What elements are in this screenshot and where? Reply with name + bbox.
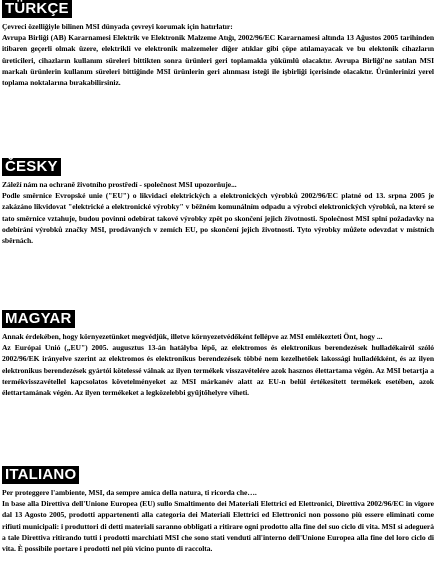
section-turkish [2,0,434,88]
section-title-turkish: TÜRKÇE [2,0,72,18]
section-body-czech [2,179,434,246]
section-title-czech: ČESKY [2,158,61,176]
intro-text-italian: Per proteggere l'ambiente, MSI, da sempre amica della natura, ti ricorda che…. [2,488,257,497]
section-hungarian [2,310,434,398]
body-text-czech: Podle směrnice Evropské unie ("EU") o likvidaci elektrických a elektronických výrobků 2002/96/EC platné od 13. srpna 2005 je zakázáno likvidovat "elektrické a elektronické výrobky" v běžném komunálním odpadu a výrobci elektronických výrobků, na které se tato směrnice vztahuje, budou povinni odebírat takové výrobky zpět po skončení jejich životnosti. Společnost MSI splní požadavky na odebírání výrobků značky MSI, prodávaných v zemích EU, po skončení jejich životnosti. Tyto výrobky můžete odevzdat v místních sběrnách. [2,191,434,246]
section-body-italian [2,487,434,554]
intro-text-hungarian: Annak érdekében, hogy környezetünket megvédjük, illetve környezetvédőként fellépve az MSI emlékezteti Önt, hogy ... [2,332,383,341]
section-title-hungarian: MAGYAR [2,310,75,328]
intro-text-czech: Záleží nám na ochraně životního prostředí - společnost MSI upozorňuje... [2,180,237,189]
section-body-hungarian [2,331,434,398]
section-body-turkish [2,21,434,88]
body-text-turkish: Avrupa Birliği (AB) Kararnamesi Elektrik ve Elektronik Malzeme Atığı, 2002/96/EC Kararnamesi altında 13 Ağustos 2005 tarihinden itibaren geçerli olmak üzere, elektrikli ve elektronik malzemeler diğer atıklar gibi çöpe atılamayacak ve bu elektonik cihazların üreticileri, cihazların kullanım süreleri bittikten sonra ürünleri geri toplamakla yükümlü olacaktır. Avrupa Birliği'ne satılan MSI markalı ürünlerin kullanım süreleri bittiğinde MSI ürünlerin geri alınması isteği ile işbirliği içerisinde olacaktır. Ürünlerinizi yerel toplama noktalarına bırakabilirsiniz. [2,33,434,88]
body-text-hungarian: Az Európai Unió („EU") 2005. augusztus 13-án hatályba lépő, az elektromos és elektronikus berendezések hulladékairól szóló 2002/96/EK irányelve szerint az elektromos és elektronikus berendezések többé nem kezelhetőek lakossági hulladékként, és az ilyen elektronikus berendezések gyártói kötelessé válnak az ilyen termékek visszavételére azok hasznos élettartama végén. Az MSI betartja a termékvisszavétellel kapcsolatos követelményeket az MSI márkanév alatt az EU-n belül értékesített termékek esetében, azok élettartamának végén. Az ilyen termékeket a legközelebbi gyűjtőhelyre viheti. [2,343,434,398]
intro-text-turkish: Çevreci özelliğiyle bilinen MSI dünyada çevreyi korumak için hatırlatır: [2,22,233,31]
section-italian [2,466,434,554]
section-title-italian: ITALIANO [2,466,79,484]
body-text-italian: In base alla Direttiva dell'Unione Europea (EU) sullo Smaltimento dei Materiali Elettrici ed Elettronici, Direttiva 2002/96/EC in vigore dal 13 Agosto 2005, prodotti appartenenti alla categoria dei Materiali Elettrici ed Elettronici non possono più essere eliminati come rifiuti municipali: i produttori di detti materiali saranno obbligati a ritirare ogni prodotto alla fine del suo ciclo di vita. MSI si adeguerà a tale Direttiva ritirando tutti i prodotti marchiati MSI che sono stati venduti all'interno dell'Unione Europea alla fine del loro ciclo di vita. È possibile portare i prodotti nel più vicino punto di raccolta. [2,499,434,554]
section-czech [2,158,434,246]
